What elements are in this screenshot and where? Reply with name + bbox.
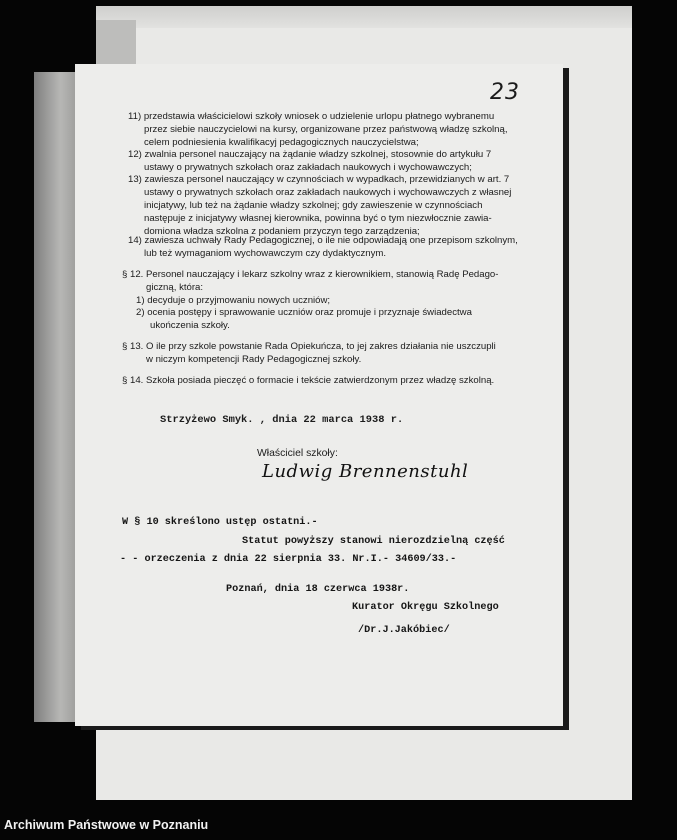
typed-curator-name: /Dr.J.Jakóbiec/ — [358, 625, 450, 636]
typed-note-3: - - orzeczenia z dnia 22 sierpnia 33. Nr.I.- 34609/33.- — [120, 554, 457, 565]
text-line: celem podniesienia kwalifikacyj pedagogicznych nauczycielstwa; — [144, 137, 419, 148]
text-line: ustawy o prywatnych szkołach oraz zakładach naukowych i wychowawczych z własnej — [144, 187, 512, 198]
text-line: domiona władza szkolna z podaniem przyczyn tego zarządzenia; — [144, 226, 420, 237]
sheet-top-edge — [96, 6, 632, 28]
page-number: 23 — [490, 80, 520, 105]
typed-note-2: Statut powyższy stanowi nierozdzielną część — [242, 536, 505, 547]
text-line: następuje z inicjatywy własnej kierownika, powinna być o tym niezwłocznie zawia- — [144, 213, 492, 224]
text-line: § 14. Szkoła posiada pieczęć o formacie i tekście zatwierdzonym przez władzę szkolną. — [122, 375, 495, 386]
text-line: § 13. O ile przy szkole powstanie Rada Opiekuńcza, to jej zakres działania nie uszczupli — [122, 341, 496, 352]
binding-strip — [34, 72, 78, 722]
owner-signature: Ludwig Brennenstuhl — [262, 461, 469, 482]
owner-label: Właściciel szkoły: — [257, 448, 338, 459]
statute-item — [122, 374, 494, 387]
text-line: 11) przedstawia właścicielowi szkoły wniosek o udzielenie urlopu płatnego wybranemu — [128, 111, 495, 122]
text-line: 2) ocenia postępy i sprawowanie uczniów oraz promuje i przyznaje świadectwa — [136, 307, 472, 318]
text-line: 12) zwalnia personel nauczający na żądanie władzy szkolnej, stosownie do artykułu 7 — [128, 149, 492, 160]
typed-place-date: Poznań, dnia 18 czerwca 1938r. — [226, 584, 410, 595]
text-line: ustawy o prywatnych szkołach oraz zakładach naukowych i wychowawczych; — [144, 162, 472, 173]
statute-item — [128, 234, 518, 260]
statute-item — [122, 268, 498, 294]
typed-curator-title: Kurator Okręgu Szkolnego — [352, 602, 499, 613]
statute-item — [128, 148, 491, 174]
statute-item — [128, 110, 508, 149]
archive-footer: Archiwum Państwowe w Poznaniu — [4, 818, 209, 832]
text-line: giczną, która: — [146, 282, 204, 293]
statute-item — [136, 306, 472, 332]
statute-item — [128, 173, 511, 238]
text-line: § 12. Personel nauczający i lekarz szkolny wraz z kierownikiem, stanowią Radę Pedago- — [122, 269, 499, 280]
date-line: Strzyżewo Smyk. , dnia 22 marca 1938 r. — [160, 414, 404, 426]
text-line: ukończenia szkoły. — [150, 320, 230, 331]
text-line: 1) decyduje o przyjmowaniu nowych uczniów; — [136, 295, 331, 306]
text-line: w niczym kompetencji Rady Pedagogicznej szkoły. — [146, 354, 362, 365]
text-line: 14) zawiesza uchwały Rady Pedagogicznej, o ile nie odpowiadają one przepisom szkolnym, — [128, 235, 518, 246]
text-line: 13) zawiesza personel nauczający w czynnościach w wypadkach, przewidzianych w art. 7 — [128, 174, 510, 185]
text-line: przez siebie nauczycielowi na kursy, organizowane przez państwową władzę szkolną, — [144, 124, 508, 135]
text-line: inicjatywy, lub też na żądanie władzy szkolnej; gdy zawieszenie w czynnościach — [144, 200, 483, 211]
statute-item — [122, 340, 496, 366]
typed-note-1: W § 10 skreślono ustęp ostatni.- — [122, 517, 318, 528]
text-line: lub też wymaganiom wychowawczym czy dydaktycznym. — [144, 248, 387, 259]
